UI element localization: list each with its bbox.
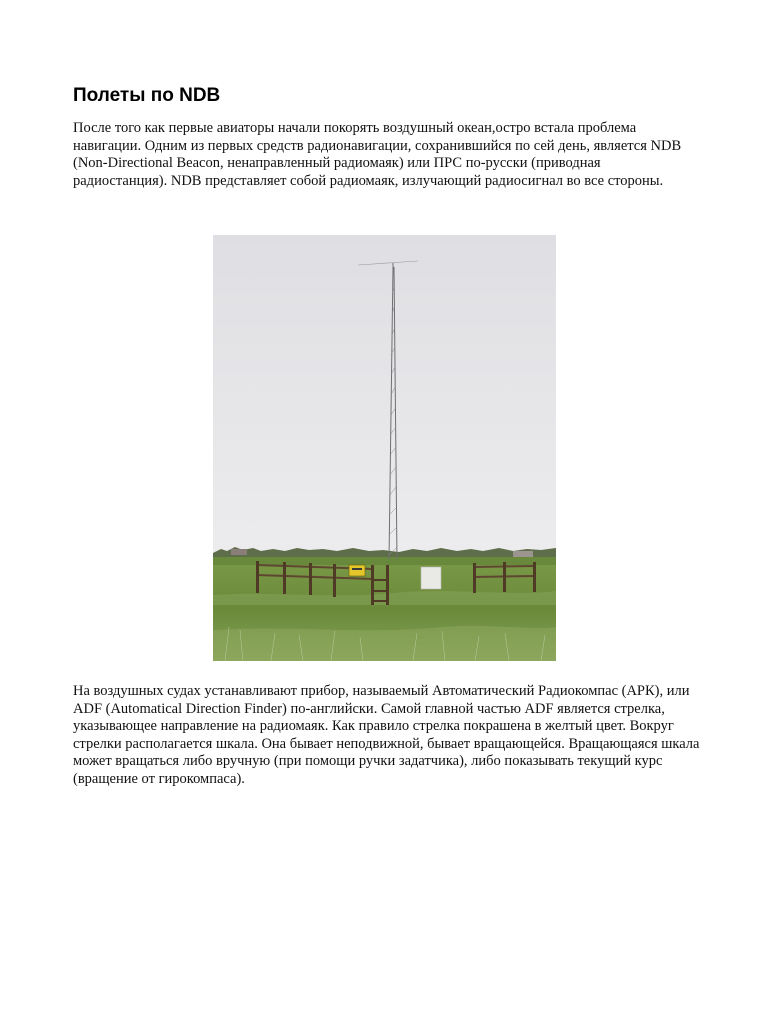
adf-paragraph: На воздушных судах устанавливают прибор, называемый Автоматический Радиокомпас (АРК), или ADF (Automatical Direction Finder) по-английски. Самой главной частью ADF является стрелка, указывающее направление на радиомаяк. Как правило стрелка покрашена в желтый цвет. Вокруг стрелки располагается шкала. Она бывает неподвижной, бывает вращающейся. Вращающаяся шкала может вращаться либо вручную (при помощи ручки задатчика), либо показывать текущий курс (вращение от гирокомпаса). [73, 683, 700, 787]
intro-paragraph: После того как первые авиаторы начали покорять воздушный океан,остро встала проблема навигации. Одним из первых средств радионавигации, сохранившийся по сей день, является NDB (Non-Directional Beacon, ненаправленный радиомаяк) или ПРС по-русски (приводная радиостанция). NDB представляет собой радиомаяк, излучающий радиосигнал во все стороны. [73, 120, 682, 189]
ndb-antenna-photo [213, 235, 556, 661]
page-title: Полеты по NDB [73, 85, 221, 106]
